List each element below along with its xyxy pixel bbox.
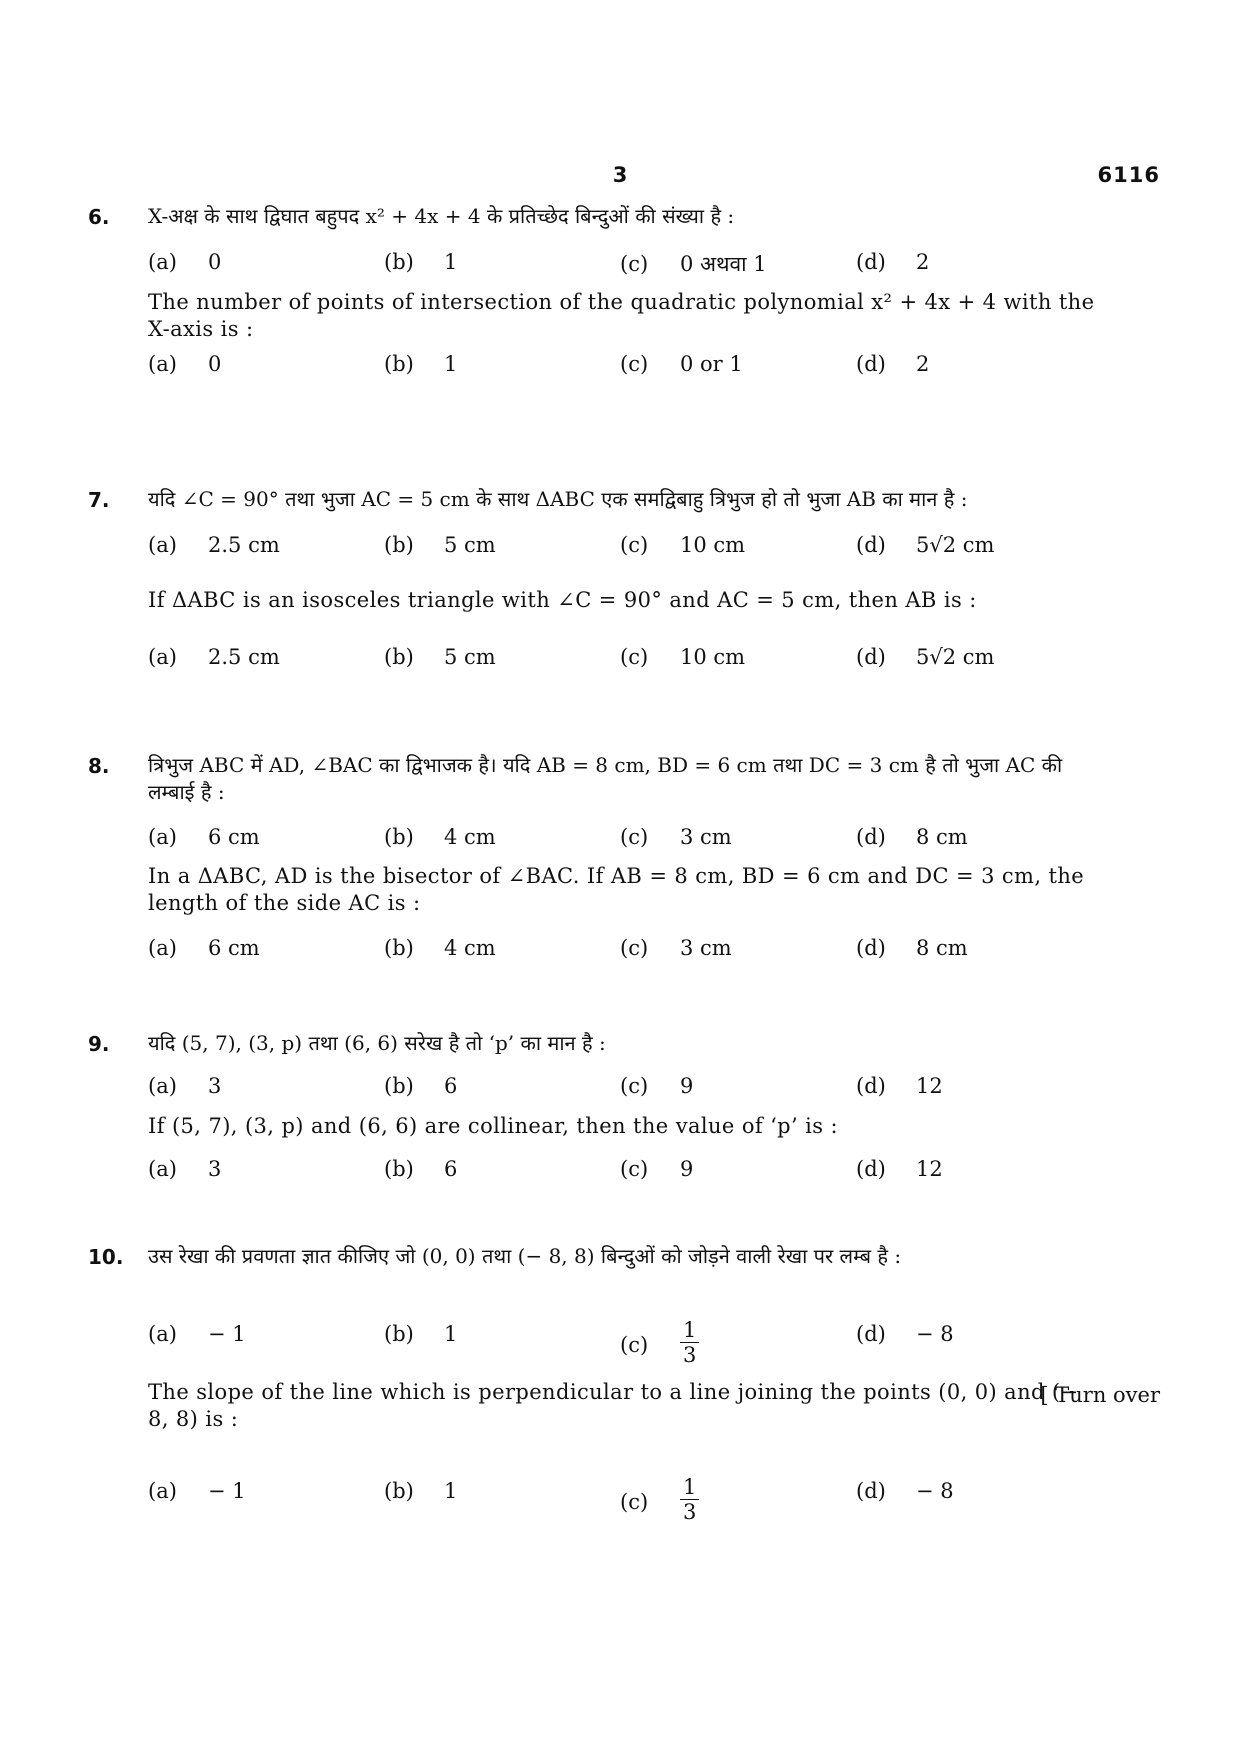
options-english	[148, 352, 1098, 382]
option-c: (c) 9	[620, 1157, 694, 1181]
option-a: (a) 0	[148, 352, 222, 376]
options-english	[148, 1475, 1098, 1524]
options-hindi	[148, 825, 1098, 855]
question-text-english: The slope of the line which is perpendicular to a line joining the points (0, 0) and (− 8, 8) is :	[148, 1380, 1079, 1431]
option-a: (a) 2.5 cm	[148, 645, 280, 669]
option-c: (c) 0 अथवा 1	[620, 252, 767, 276]
option-d: (d) − 8	[856, 1322, 954, 1346]
question-text-hindi: यदि (5, 7), (3, p) तथा (6, 6) सरेख है तो ‘p’ का मान है :	[148, 1031, 606, 1055]
options-hindi	[148, 533, 1098, 563]
option-d: (d) − 8	[856, 1479, 954, 1503]
options-english	[148, 936, 1098, 966]
options-english	[148, 645, 1098, 675]
option-a: (a) 0	[148, 250, 222, 274]
option-a: (a) 6 cm	[148, 825, 260, 849]
paper-code: 6116	[1097, 163, 1160, 187]
option-d: (d) 2	[856, 352, 930, 376]
option-c: (c) 10 cm	[620, 645, 746, 669]
question-text-hindi: X-अक्ष के साथ द्विघात बहुपद x² + 4x + 4 के प्रतिच्छेद बिन्दुओं की संख्या है :	[148, 204, 735, 228]
option-c: (c) 0 or 1	[620, 352, 743, 376]
option-c: (c) 10 cm	[620, 533, 746, 557]
question-number: 10.	[88, 1245, 124, 1269]
option-c: (c) 9	[620, 1074, 694, 1098]
option-b: (b) 5 cm	[384, 645, 496, 669]
question-number: 9.	[88, 1032, 110, 1056]
options-hindi	[148, 250, 1098, 280]
option-b: (b) 1	[384, 1322, 458, 1346]
options-english	[148, 1157, 1098, 1187]
question-number: 8.	[88, 754, 110, 778]
option-a: (a) 3	[148, 1157, 222, 1181]
option-c: (c) 3 cm	[620, 936, 732, 960]
option-b: (b) 1	[384, 352, 458, 376]
option-b: (b) 6	[384, 1074, 458, 1098]
question-text-english: If (5, 7), (3, p) and (6, 6) are collinear, then the value of ‘p’ is :	[148, 1114, 839, 1138]
options-hindi	[148, 1074, 1098, 1104]
option-c: (c) $\frac{1}{3}$	[620, 1479, 699, 1528]
option-d: (d) 12	[856, 1074, 943, 1098]
option-b: (b) 4 cm	[384, 825, 496, 849]
question-number: 7.	[88, 488, 110, 512]
option-d: (d) 8 cm	[856, 825, 968, 849]
question-number: 6.	[88, 205, 110, 229]
option-b: (b) 1	[384, 250, 458, 274]
question-text-english: The number of points of intersection of the quadratic polynomial x² + 4x + 4 with the X-axis is :	[148, 290, 1095, 341]
option-b: (b) 4 cm	[384, 936, 496, 960]
option-d: (d) 5√2 cm	[856, 533, 995, 557]
option-d: (d) 2	[856, 250, 930, 274]
option-a: (a) 2.5 cm	[148, 533, 280, 557]
option-b: (b) 5 cm	[384, 533, 496, 557]
option-d: (d) 8 cm	[856, 936, 968, 960]
option-d: (d) 5√2 cm	[856, 645, 995, 669]
options-hindi	[148, 1318, 1098, 1367]
fraction: $\frac{1}{3}$	[680, 1318, 699, 1367]
question-text-hindi: त्रिभुज ABC में AD, ∠BAC का द्विभाजक है। यदि AB = 8 cm, BD = 6 cm तथा DC = 3 cm है तो भुजा AC की लम्बाई है :	[148, 753, 1063, 804]
option-a: (a) − 1	[148, 1479, 246, 1503]
option-c: (c) 3 cm	[620, 825, 732, 849]
option-b: (b) 6	[384, 1157, 458, 1181]
question-text-english: In a ΔABC, AD is the bisector of ∠BAC. If AB = 8 cm, BD = 6 cm and DC = 3 cm, the length of the side AC is :	[148, 864, 1085, 915]
fraction: $\frac{1}{3}$	[680, 1475, 699, 1524]
option-b: (b) 1	[384, 1479, 458, 1503]
option-a: (a) − 1	[148, 1322, 246, 1346]
turn-over-note: [ Turn over	[1040, 1383, 1160, 1407]
page-number: 3	[612, 163, 628, 187]
option-d: (d) 12	[856, 1157, 943, 1181]
option-c: (c) $\frac{1}{3}$	[620, 1322, 699, 1371]
question-text-hindi: उस रेखा की प्रवणता ज्ञात कीजिए जो (0, 0) तथा (− 8, 8) बिन्दुओं को जोड़ने वाली रेखा पर लम्ब है :	[148, 1244, 902, 1268]
question-text-english: If ΔABC is an isosceles triangle with ∠C = 90° and AC = 5 cm, then AB is :	[148, 588, 977, 612]
question-text-hindi: यदि ∠C = 90° तथा भुजा AC = 5 cm के साथ ΔABC एक समद्विबाहु त्रिभुज हो तो भुजा AB का मान है :	[148, 487, 968, 511]
option-a: (a) 6 cm	[148, 936, 260, 960]
option-a: (a) 3	[148, 1074, 222, 1098]
